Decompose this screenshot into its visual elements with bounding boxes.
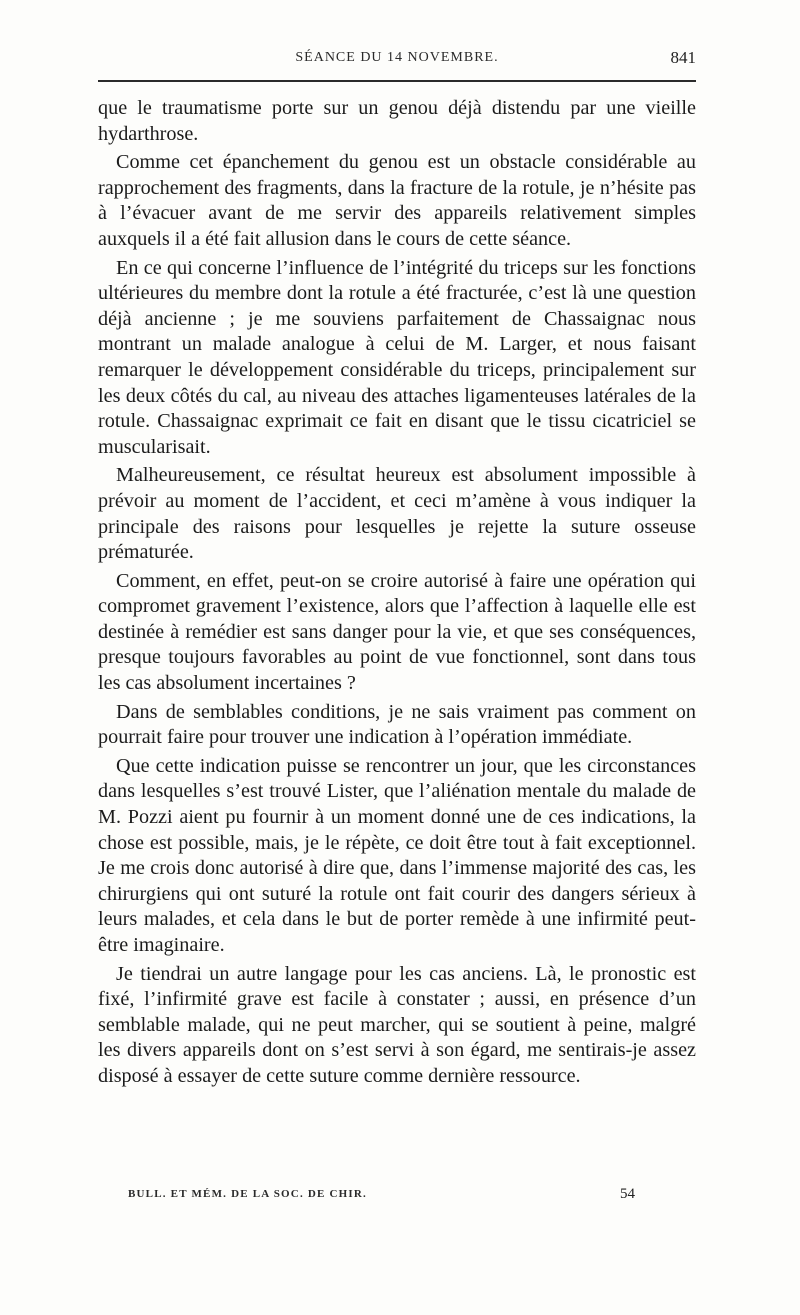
running-title: SÉANCE DU 14 NOVEMBRE. <box>295 50 499 65</box>
paragraph-8: Je tiendrai un autre langage pour les cas anciens. Là, le pronostic est fixé, l’infirmité grave est facile à constater ; aussi, en présence d’un semblable malade, qui ne peut marcher, qui se soutient à peine, malgré les divers appareils dont on s’est servi à son égard, me sentirais-je assez disposé à essayer de cette suture comme dernière ressource. <box>98 962 696 1087</box>
header-rule <box>98 80 696 82</box>
paragraph-1: que le traumatisme porte sur un genou déjà distendu par une vieille hydarthrose. <box>98 97 696 145</box>
paragraph-6: Dans de semblables conditions, je ne sais vraiment pas comment on pourrait faire pour trouver une indication à l’opération immédiate. <box>98 700 696 749</box>
signature-mark: 54 <box>620 1186 635 1202</box>
paragraph-7: Que cette indication puisse se rencontrer un jour, que les circonstances dans lesquelles s’est trouvé Lister, que l’aliénation mentale du malade de M. Pozzi aient pu fournir à un moment donné une de ces indications, la chose est possible, mais, je le répète, ce doit être tout à fait exceptionnel. Je me crois donc autorisé à dire que, dans l’immense majorité des cas, les chirurgiens qui ont suturé la rotule ont fait courir des dangers sérieux à leurs malades, et cela dans le but de porter remède à une infirmité peut-être imaginaire. <box>98 754 696 956</box>
running-head <box>98 44 696 74</box>
paragraph-2: Comme cet épanchement du genou est un obstacle considérable au rapprochement des fragments, dans la fracture de la rotule, je n’hésite pas à l’évacuer avant de me servir des appareils relativement simples auxquels il a été fait allusion dans le cours de cette séance. <box>98 151 696 250</box>
paragraph-4: Malheureusement, ce résultat heureux est absolument impossible à prévoir au moment de l’accident, et ceci m’amène à vous indiquer la principale des raisons pour lesquelles je rejette la suture osseuse prématurée. <box>98 464 696 564</box>
page-footer <box>128 1186 696 1210</box>
paragraph-3: En ce qui concerne l’influence de l’intégrité du triceps sur les fonctions ultérieures du membre dont la rotule a été fracturée, c’est là une question déjà ancienne ; je me souviens parfaitement de Chassaignac nous montrant un malade analogue à celui de M. Larger, et nous faisant remarquer le développement considérable du triceps, principalement sur les deux côtés du cal, au niveau des attaches ligamenteuses latérales de la rotule. Chassaignac exprimait ce fait en disant que le tissu cicatriciel se muscularisait. <box>98 256 696 458</box>
footer-journal-title: BULL. ET MÉM. DE LA SOC. DE CHIR. <box>128 1188 367 1200</box>
body-text <box>98 96 696 1093</box>
page-number: 841 <box>670 48 696 67</box>
paragraph-5: Comment, en effet, peut-on se croire autorisé à faire une opération qui compromet gravement l’existence, alors que l’affection à laquelle elle est destinée à remédier est sans danger pour la vie, et que ses conséquences, presque toujours favorables au point de vue fonctionnel, sont dans tous les cas absolument incertaines ? <box>98 569 696 695</box>
